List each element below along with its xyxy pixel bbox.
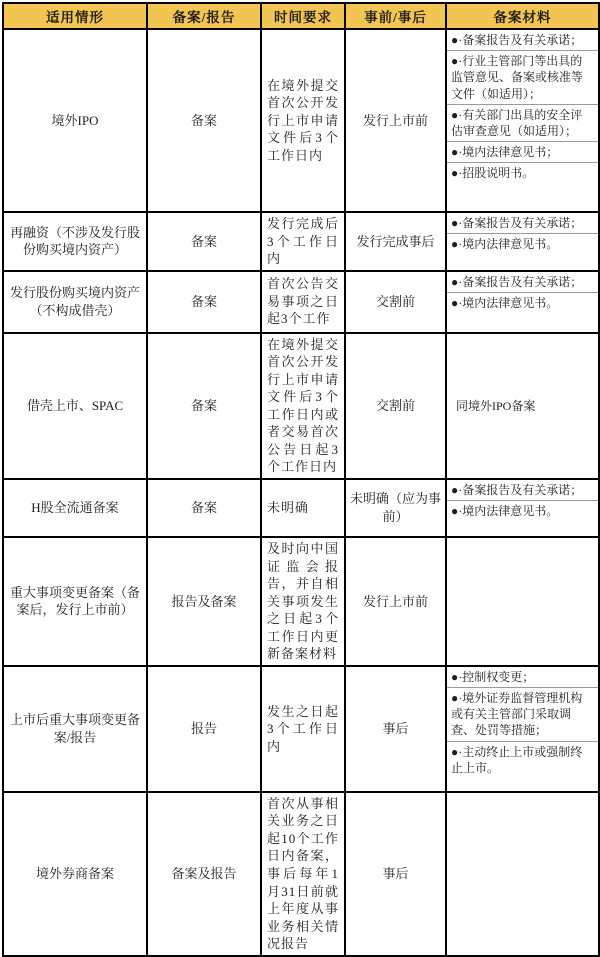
- filing-requirements-table: [2, 2, 600, 957]
- cell-materials-empty: [446, 537, 599, 666]
- cell-before-after: 发行上市前: [345, 537, 446, 666]
- cell-filing-type: 报告及备案: [147, 537, 261, 666]
- table-row-refinancing: [3, 212, 599, 271]
- cell-filing-type: 备案: [147, 271, 261, 333]
- cell-time-requirement: 首次从事相关业务之日起10个工作日内备案，事后每年1月31日前就上年度从事业务相关情况报告: [261, 792, 345, 956]
- material-item: ●·行业主管部门等出具的监管意见、备案或核准等文件（如适用）；: [447, 50, 598, 104]
- cell-before-after: 发行上市前: [345, 29, 446, 212]
- cell-time-requirement: 发行完成后3个工作日内: [261, 212, 345, 271]
- material-item: ●·境内法律意见书；: [447, 141, 598, 162]
- header-before-after: 事前/事后: [345, 3, 446, 29]
- header-row: [3, 3, 599, 29]
- material-item: ●·备案报告及有关承诺；: [451, 274, 583, 289]
- cell-situation: 重大事项变更备案（备案后，发行上市前）: [3, 537, 147, 666]
- cell-situation: 发行股份购买境内资产（不构成借壳）: [3, 271, 147, 333]
- material-item: ●·境内法律意见书。: [447, 233, 598, 254]
- header-time-requirement: 时间要求: [261, 3, 345, 29]
- material-item: ●·境内法律意见书。: [447, 500, 598, 521]
- header-situation: 适用情形: [3, 3, 147, 29]
- material-item: ●·有关部门出具的安全评估审查意见（如适用）；: [447, 104, 598, 141]
- cell-materials: [446, 666, 599, 792]
- cell-situation: 再融资（不涉及发行股份购买境内资产）: [3, 212, 147, 271]
- cell-before-after: 交割前: [345, 271, 446, 333]
- cell-materials: [446, 333, 599, 479]
- cell-time-requirement: 在境外提交首次公开发行上市申请文件后3个工作日内: [261, 29, 345, 212]
- table-row-overseas-ipo: [3, 29, 599, 212]
- table-row-h-share-full-circulation: [3, 479, 599, 537]
- table-row-major-change-after-listing: [3, 666, 599, 792]
- table-row-major-change-before-listing: [3, 537, 599, 666]
- material-item: ●·招股说明书。: [447, 162, 598, 183]
- cell-time-requirement: 首次公告交易事项之日起3个工作: [261, 271, 345, 333]
- cell-before-after: 未明确（应为事前）: [345, 479, 446, 537]
- cell-before-after: 事后: [345, 792, 446, 956]
- cell-filing-type: 备案: [147, 333, 261, 479]
- table-row-backdoor-listing-spac: [3, 333, 599, 479]
- material-item: ●·主动终止上市或强制终止上市。: [447, 741, 598, 778]
- cell-time-requirement: 发生之日起3个工作日内: [261, 666, 345, 792]
- cell-before-after: 事后: [345, 666, 446, 792]
- table-row-overseas-broker-filing: [3, 792, 599, 956]
- cell-time-requirement: 及时向中国证监会报告，并自相关事项发生之日起3个工作日内更新备案材料: [261, 537, 345, 666]
- material-item: ●·备案报告及有关承诺；: [451, 216, 583, 230]
- cell-materials: [446, 29, 599, 212]
- cell-situation: H股全流通备案: [3, 479, 147, 537]
- cell-materials-empty: [446, 792, 599, 956]
- material-item: 同境外IPO备案: [456, 398, 536, 413]
- table-row-share-purchase-domestic-assets: [3, 271, 599, 333]
- cell-situation: 境外券商备案: [3, 792, 147, 956]
- cell-time-requirement: 在境外提交首次公开发行上市申请文件后3个工作日内或者交易首次公告日起3个工作日内: [261, 333, 345, 479]
- header-materials: 备案材料: [446, 3, 599, 29]
- material-item: ●·控制权变更；: [451, 669, 535, 684]
- cell-before-after: 发行完成事后: [345, 212, 446, 271]
- cell-situation: 借壳上市、SPAC: [3, 333, 147, 479]
- cell-situation: 上市后重大事项变更备案/报告: [3, 666, 147, 792]
- material-item: ●·境外证券监督管理机构或有关主管部门采取调查、处罚等措施；: [447, 687, 598, 741]
- cell-situation: 境外IPO: [3, 29, 147, 212]
- cell-time-requirement: 未明确: [261, 479, 345, 537]
- material-item: ●·备案报告及有关承诺；: [451, 33, 583, 47]
- cell-filing-type: 备案: [147, 29, 261, 212]
- cell-materials: [446, 271, 599, 333]
- cell-materials: [446, 479, 599, 537]
- material-item: ●·备案报告及有关承诺；: [451, 483, 583, 498]
- cell-filing-type: 报告: [147, 666, 261, 792]
- cell-filing-type: 备案: [147, 212, 261, 271]
- header-filing-type: 备案/报告: [147, 3, 261, 29]
- cell-filing-type: 备案及报告: [147, 792, 261, 956]
- material-item: ●·境内法律意见书。: [447, 292, 598, 313]
- cell-materials: [446, 212, 599, 271]
- cell-filing-type: 备案: [147, 479, 261, 537]
- cell-before-after: 交割前: [345, 333, 446, 479]
